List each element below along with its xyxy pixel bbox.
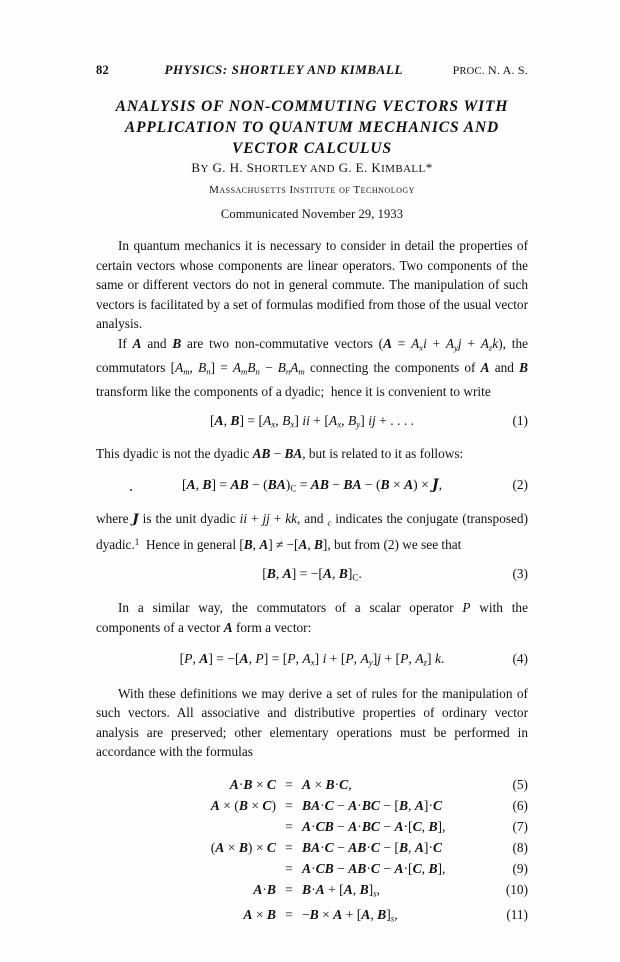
equation-4-body: [P, A] = −[A, P] = [P, $A_x$] i + [P, $A_y]j + [P$, $A_z$] k. bbox=[179, 651, 445, 668]
formula-number: (11) bbox=[506, 907, 528, 923]
formula-row bbox=[96, 879, 528, 905]
equation-2-number: (2) bbox=[512, 477, 528, 493]
equation-4 bbox=[96, 649, 528, 673]
formula-equals: = bbox=[285, 797, 293, 813]
formula-rhs: B·A + [A, $B]_s$, bbox=[302, 881, 381, 899]
paragraph-3: This dyadic is not the dyadic AB − BA, but is related to it as follows: bbox=[96, 445, 464, 461]
formula-row bbox=[96, 858, 528, 879]
formula-equals: = bbox=[285, 776, 293, 792]
formula-number: (5) bbox=[512, 776, 528, 792]
formula-number: (9) bbox=[512, 860, 528, 876]
formula-row bbox=[96, 904, 528, 930]
formula-equals: = bbox=[285, 881, 293, 897]
formula-rhs: −B × A + [A, $B]_s$, bbox=[302, 907, 398, 924]
equation-1-body: [A, $B] = [A_x$, $B_x$] ii + [$A_x$, $B_y$] ij + . . . . bbox=[209, 412, 415, 430]
equation-4-number: (4) bbox=[512, 651, 528, 667]
article-title-line-1: ANALYSIS OF NON-COMMUTING VECTORS WITH bbox=[115, 98, 509, 115]
equation-3-number: (3) bbox=[512, 566, 528, 582]
formula-row bbox=[96, 837, 528, 858]
scan-artifact-dot bbox=[130, 489, 132, 491]
article-affiliation: Massachusetts Institute of Technology bbox=[209, 184, 415, 196]
running-title: PHYSICS: SHORTLEY AND KIMBALL bbox=[164, 62, 404, 77]
formula-rhs: BA·C − AB·C − [B, A]·C bbox=[302, 839, 443, 855]
paragraph-1: In quantum mechanics it is necessary to consider in detail the properties of certain vectors whose components are linear operators. Two components of the same or different vectors do not in general commute. The manipulation of such vectors is facilitated by a set of formulas modified from those of the usual vector analysis. bbox=[96, 238, 528, 332]
formula-row bbox=[96, 774, 528, 795]
equation-1-number: (1) bbox=[512, 412, 528, 428]
formula-lhs: A × B bbox=[243, 907, 276, 923]
article-title-line-2: APPLICATION TO QUANTUM MECHANICS AND bbox=[124, 119, 500, 136]
formula-lhs: A × (B × C) bbox=[210, 797, 276, 813]
paragraph-2: If A and B are two non-commutative vectors $(A = A_xi + A_yj + A_zk)$, the commutators [$A_m$, $B_n] = A_mB_n - B_nA_m$ connecting the components of A and B transform like the components of a dyadic; hence it is convenient to write bbox=[96, 335, 529, 400]
formula-row bbox=[96, 795, 528, 816]
formula-equals: = bbox=[285, 860, 293, 876]
equation-1 bbox=[96, 411, 528, 435]
article-byline: BY G. H. SHORTLEY AND G. E. KIMBALL* bbox=[191, 160, 433, 175]
equation-2-body: [A, B] = AB − $(BA)_C$ = AB − BA − (B × A) × J, bbox=[182, 477, 442, 494]
page-folio: 82 bbox=[96, 63, 109, 77]
formula-lhs: (A × B) × C bbox=[210, 839, 276, 855]
equation-3-body: [B, A] = −[A, $B]_C$. bbox=[262, 566, 362, 583]
formula-lhs: A·B × C bbox=[229, 776, 276, 792]
equation-3 bbox=[96, 564, 528, 588]
formula-row bbox=[96, 816, 528, 837]
formula-number: (8) bbox=[512, 839, 528, 855]
formula-lhs: A·B bbox=[253, 881, 276, 897]
equation-2 bbox=[96, 475, 528, 499]
formula-rhs: A·CB − AB·C − A·[C, B], bbox=[302, 860, 446, 876]
paragraph-5: In a similar way, the commutators of a scalar operator P with the components of a vector A form a vector: bbox=[96, 600, 528, 635]
article-title bbox=[96, 96, 528, 159]
formula-number: (6) bbox=[512, 797, 528, 813]
paragraph-6: With these definitions we may derive a set of rules for the manipulation of such vectors. All associative and distributive properties of ordinary vector analysis are preserved; other elementary operations must be performed in accordance with the formulas bbox=[96, 685, 528, 760]
formula-equals: = bbox=[285, 907, 293, 923]
formula-group bbox=[96, 774, 528, 930]
paragraph-4: where J is the unit dyadic ii + jj + kk, and $_c$ indicates the conjugate (transposed) dyadic.$^1$ Hence in general [B, A] ≠ −[A, B], but from (2) we see that bbox=[96, 511, 528, 553]
communicated-date: Communicated November 29, 1933 bbox=[220, 207, 404, 221]
article-title-line-3: VECTOR CALCULUS bbox=[231, 140, 393, 157]
formula-equals: = bbox=[285, 818, 293, 834]
running-head-right: PROC. N. A. S. bbox=[452, 63, 528, 77]
formula-number: (10) bbox=[505, 881, 528, 897]
running-head bbox=[96, 62, 528, 78]
formula-rhs: A × B·C, bbox=[302, 776, 352, 792]
formula-rhs: A·CB − A·BC − A·[C, B], bbox=[302, 818, 446, 834]
formula-equals: = bbox=[285, 839, 293, 855]
formula-number: (7) bbox=[512, 818, 528, 834]
formula-rhs: BA·C − A·BC − [B, A]·C bbox=[302, 797, 443, 813]
article-body bbox=[96, 236, 528, 930]
